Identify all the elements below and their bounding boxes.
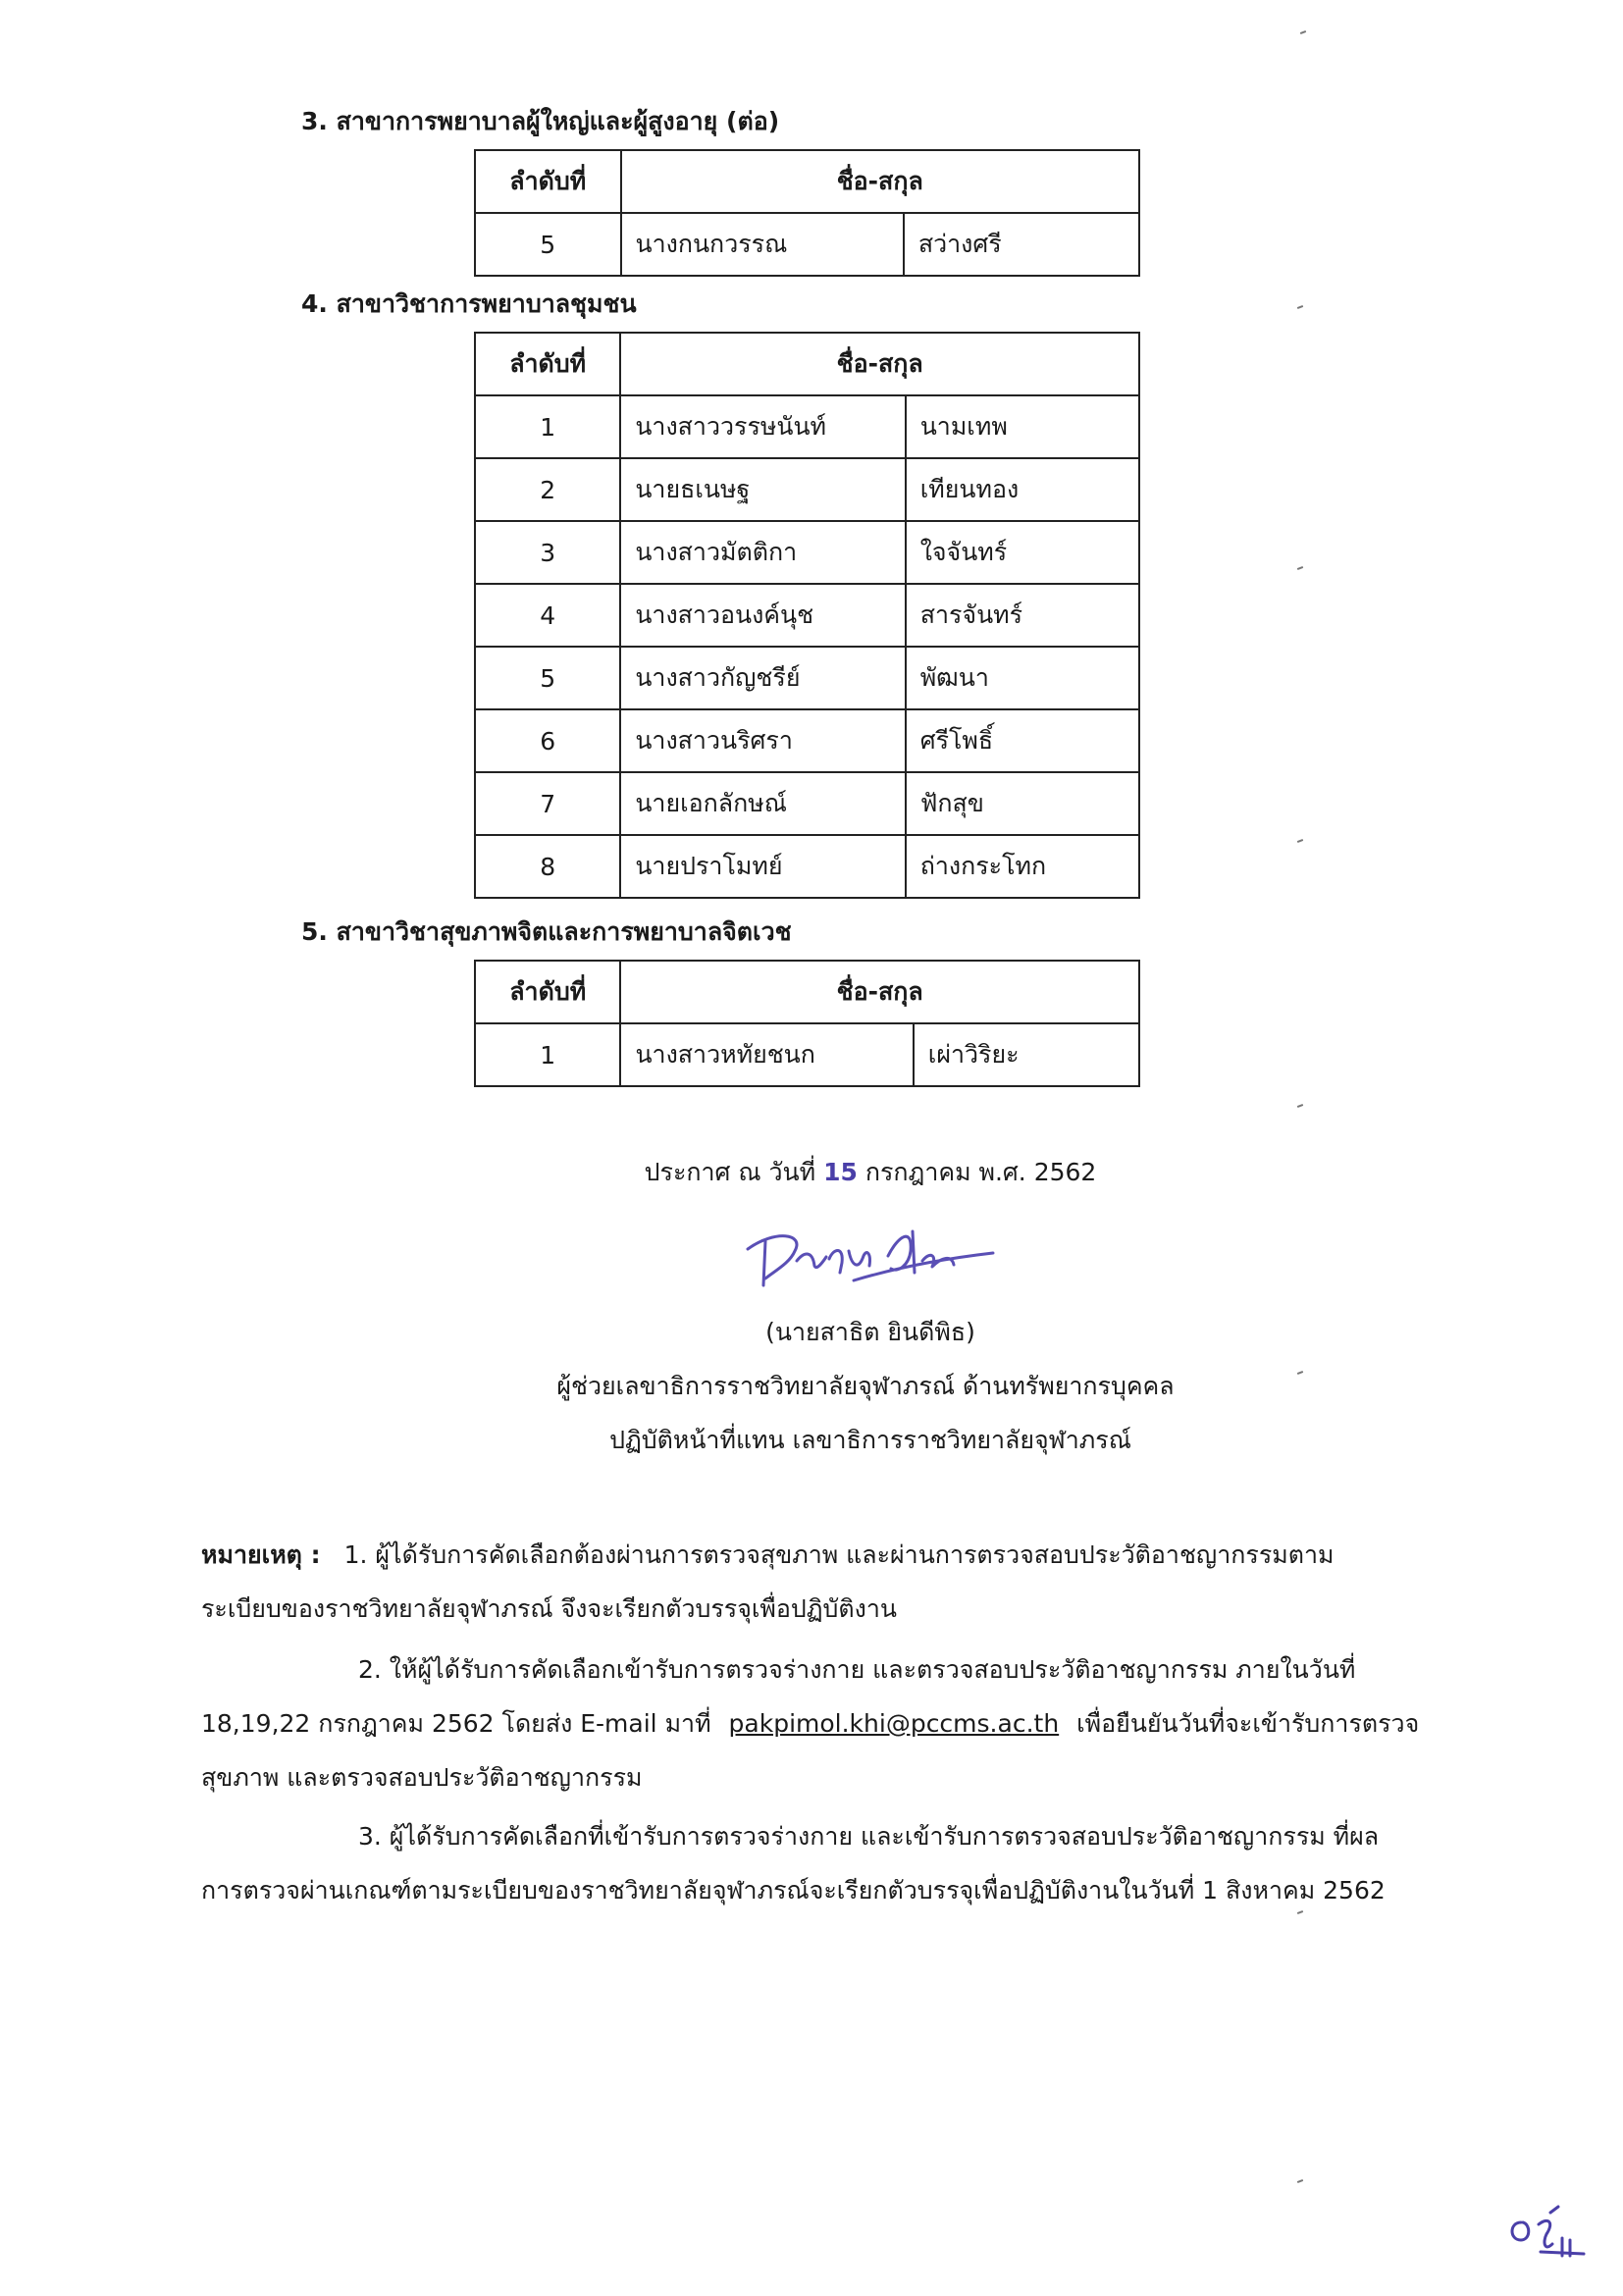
last-name: ศรีโพธิ์ — [906, 709, 1139, 772]
table-row — [475, 458, 1139, 521]
col-order-header: ลำดับที่ — [475, 333, 620, 395]
note-3-continuation: การตรวจผ่านเกณฑ์ตามระเบียบของราชวิทยาลัยจุฬาภรณ์จะเรียกตัวบรรจุเพื่อปฏิบัติงานในวันที่ 1 สิงหาคม 2562 — [201, 1876, 1386, 1905]
note-1-text: 1. ผู้ได้รับการคัดเลือกต้องผ่านการตรวจสุขภาพ และผ่านการตรวจสอบประวัติอาชญากรรมตาม — [343, 1540, 1335, 1569]
col-name-header: ชื่อ-สกุล — [620, 333, 1139, 395]
last-name: ฟักสุข — [906, 772, 1139, 835]
col-order-header: ลำดับที่ — [475, 961, 620, 1023]
last-name: สว่างศรี — [904, 213, 1139, 276]
col-order-header: ลำดับที่ — [475, 150, 621, 213]
table-row — [475, 395, 1139, 458]
notes-line-1 — [201, 1536, 1335, 1575]
first-name: นางกนกวรรณ — [621, 213, 904, 276]
first-name: นางสาวอนงค์นุช — [620, 584, 905, 647]
row-number: 7 — [475, 772, 620, 835]
row-number: 8 — [475, 835, 620, 898]
first-name: นายปราโมทย์ — [620, 835, 905, 898]
announcement-prefix: ประกาศ ณ วันที่ — [644, 1158, 816, 1186]
section-4-table — [474, 332, 1140, 899]
col-name-header: ชื่อ-สกุล — [620, 961, 1139, 1023]
last-name: สารจันทร์ — [906, 584, 1139, 647]
section-5-table — [474, 960, 1140, 1087]
note-2-date-text: 18,19,22 กรกฎาคม 2562 โดยส่ง E-mail มาที่ — [201, 1709, 711, 1738]
section-5-title: 5. สาขาวิชาสุขภาพจิตและการพยาบาลจิตเวช — [301, 917, 792, 946]
section-3-table — [474, 149, 1140, 277]
note-1-continuation: ระเบียบของราชวิทยาลัยจุฬาภรณ์ จึงจะเรียกตัวบรรจุเพื่อปฏิบัติงาน — [201, 1594, 897, 1623]
signature-image — [736, 1212, 1001, 1305]
last-name: พัฒนา — [906, 647, 1139, 709]
first-name: นางสาวนริศรา — [620, 709, 905, 772]
table-row — [475, 772, 1139, 835]
section-3-title: 3. สาขาการพยาบาลผู้ใหญ่และผู้สูงอายุ (ต่อ) — [301, 107, 780, 135]
first-name: นางสาววรรษนันท์ — [620, 395, 905, 458]
row-number: 4 — [475, 584, 620, 647]
row-number: 2 — [475, 458, 620, 521]
row-number: 3 — [475, 521, 620, 584]
last-name: เทียนทอง — [906, 458, 1139, 521]
announcement-suffix: กรกฎาคม พ.ศ. 2562 — [864, 1158, 1097, 1186]
col-name-header: ชื่อ-สกุล — [621, 150, 1140, 213]
row-number: 5 — [475, 647, 620, 709]
signer-position-1: ผู้ช่วยเลขาธิการราชวิทยาลัยจุฬาภรณ์ ด้านทรัพยากรบุคคล — [556, 1372, 1175, 1400]
table-row — [475, 835, 1139, 898]
note-3-text: 3. ผู้ได้รับการคัดเลือกที่เข้ารับการตรวจร่างกาย และเข้ารับการตรวจสอบประวัติอาชญากรรม ที่ผล — [358, 1822, 1380, 1851]
table-row — [475, 213, 1139, 276]
note-2-line-2 — [201, 1704, 1419, 1744]
note-2-confirm-text: เพื่อยืนยันวันที่จะเข้ารับการตรวจ — [1076, 1709, 1420, 1738]
table-row — [475, 647, 1139, 709]
table-row — [475, 584, 1139, 647]
first-name: นางสาวกัญชรีย์ — [620, 647, 905, 709]
note-2-text: 2. ให้ผู้ได้รับการคัดเลือกเข้ารับการตรวจร่างกาย และตรวจสอบประวัติอาชญากรรม ภายในวันที่ — [358, 1655, 1356, 1684]
section-4-title: 4. สาขาวิชาการพยาบาลชุมชน — [301, 289, 637, 318]
row-number: 1 — [475, 395, 620, 458]
signer-position-2: ปฏิบัติหน้าที่แทน เลขาธิการราชวิทยาลัยจุฬาภรณ์ — [609, 1426, 1131, 1454]
signer-name: (นายสาธิต ยินดีพิธ) — [765, 1318, 975, 1346]
email-link[interactable]: pakpimol.khi@pccms.ac.th — [728, 1709, 1060, 1738]
row-number: 5 — [475, 213, 621, 276]
corner-initials-handwriting — [1501, 2183, 1590, 2262]
last-name: ถ่างกระโทก — [906, 835, 1139, 898]
table-row — [475, 1023, 1139, 1086]
first-name: นายเอกลักษณ์ — [620, 772, 905, 835]
row-number: 6 — [475, 709, 620, 772]
first-name: นางสาวหทัยชนก — [620, 1023, 913, 1086]
row-number: 1 — [475, 1023, 620, 1086]
note-2-continuation: สุขภาพ และตรวจสอบประวัติอาชญากรรม — [201, 1763, 643, 1792]
announcement-date — [0, 1153, 1623, 1192]
last-name: เผ่าวิริยะ — [914, 1023, 1139, 1086]
last-name: นามเทพ — [906, 395, 1139, 458]
first-name: นางสาวมัตติกา — [620, 521, 905, 584]
notes-label: หมายเหตุ : — [201, 1540, 321, 1569]
table-row — [475, 709, 1139, 772]
last-name: ใจจันทร์ — [906, 521, 1139, 584]
table-row — [475, 521, 1139, 584]
announcement-day: 15 — [823, 1158, 858, 1186]
first-name: นายธเนษฐ — [620, 458, 905, 521]
